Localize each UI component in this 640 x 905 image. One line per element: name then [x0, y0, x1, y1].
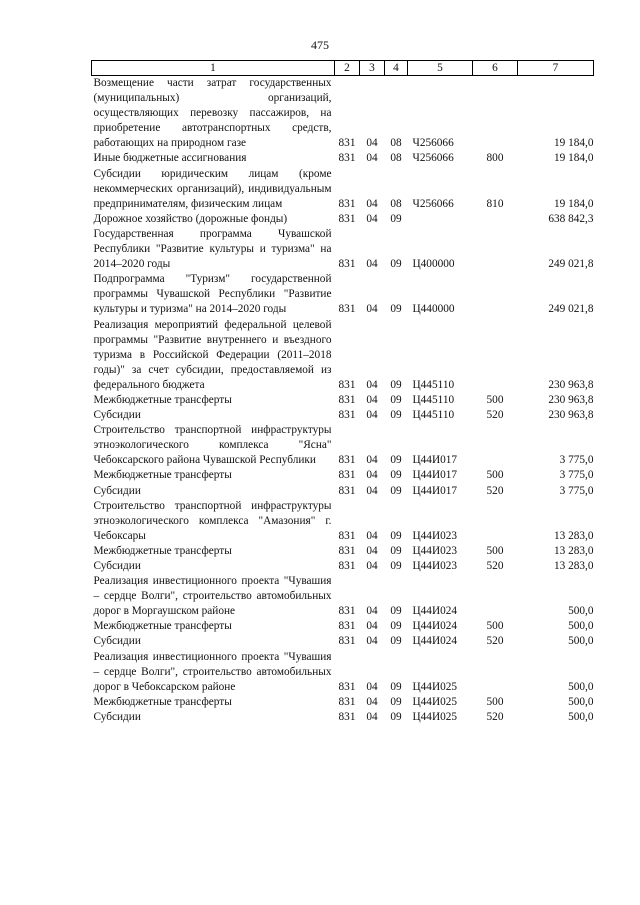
row-name: Дорожное хозяйство (дорожные фонды)	[93, 212, 288, 225]
row-admin-code: 831	[338, 303, 356, 316]
row-expense-type: 500	[486, 695, 504, 708]
table-row	[92, 151, 594, 166]
row-amount: 249 021,8	[548, 258, 594, 271]
row-target-article: Ц44И024	[412, 635, 458, 648]
row-amount: 13 283,0	[553, 560, 594, 572]
row-amount: 249 021,8	[548, 303, 594, 316]
row-name: Реализация инвестиционного проекта "Чувашия – сердце Волги", строительство автомобильных дорог в Моргаушском районе	[93, 575, 332, 618]
table-row	[92, 559, 594, 574]
row-expense-type	[473, 76, 518, 152]
row-name: Строительство транспортной инфраструктуры этноэкологического комплекса "Амазония" г. Чебоксары	[93, 499, 332, 542]
row-amount: 230 963,8	[548, 393, 594, 406]
table-row	[92, 408, 594, 423]
row-section: 04	[366, 484, 378, 497]
row-amount: 3 775,0	[559, 469, 594, 482]
row-expense-type	[473, 212, 518, 227]
row-subsection: 09	[390, 695, 402, 708]
row-amount: 500,0	[568, 710, 594, 723]
row-section: 04	[366, 544, 378, 557]
row-expense-type	[473, 650, 518, 695]
row-subsection: 09	[390, 469, 402, 482]
row-admin-code: 831	[338, 152, 356, 165]
row-subsection: 09	[390, 605, 402, 618]
row-subsection: 08	[390, 137, 402, 150]
row-expense-type: 800	[486, 152, 504, 165]
column-header: 3	[360, 61, 385, 76]
row-subsection: 09	[390, 680, 402, 693]
row-amount: 230 963,8	[548, 409, 594, 422]
row-admin-code: 831	[338, 409, 356, 422]
row-subsection: 09	[390, 529, 402, 542]
row-expense-type: 500	[486, 393, 504, 406]
row-target-article: Ц44И024	[412, 620, 458, 633]
row-expense-type	[473, 574, 518, 619]
row-section: 04	[366, 605, 378, 618]
row-amount: 3 775,0	[559, 454, 594, 467]
row-name: Межбюджетные трансферты	[93, 469, 232, 482]
row-target-article: Ц44И017	[412, 454, 458, 467]
row-name: Субсидии	[93, 560, 141, 572]
table-row	[92, 484, 594, 499]
row-expense-type	[473, 227, 518, 272]
row-expense-type	[473, 272, 518, 317]
row-target-article	[408, 212, 473, 227]
table-row	[92, 574, 594, 619]
row-admin-code: 831	[338, 378, 356, 391]
row-name: Строительство транспортной инфраструктуры этноэкологического комплекса "Ясна" Чебоксарского района Чувашской Республики	[93, 424, 332, 467]
row-admin-code: 831	[338, 469, 356, 482]
row-section: 04	[366, 469, 378, 482]
row-expense-type: 500	[486, 544, 504, 557]
row-subsection: 09	[390, 409, 402, 422]
row-expense-type: 520	[486, 560, 504, 572]
row-section: 04	[366, 409, 378, 422]
row-name: Реализация инвестиционного проекта "Чувашия – сердце Волги", строительство автомобильных дорог в Чебоксарском районе	[93, 650, 332, 693]
row-name: Подпрограмма "Туризм" государственной программы Чувашской Республики "Развитие культуры и туризма" на 2014–2020 годы	[93, 273, 332, 316]
row-expense-type	[473, 499, 518, 544]
row-admin-code: 831	[338, 212, 356, 225]
row-section: 04	[366, 197, 378, 210]
row-section: 04	[366, 152, 378, 165]
table-row	[92, 544, 594, 559]
table-row	[92, 499, 594, 544]
table-row	[92, 695, 594, 710]
row-target-article: Ц400000	[412, 258, 455, 271]
row-name: Субсидии юридическим лицам (кроме некоммерческих организаций), индивидуальным предпринимателям, физическим лицам	[93, 167, 332, 210]
row-admin-code: 831	[338, 560, 356, 572]
row-target-article: Ц445110	[412, 378, 455, 391]
row-section: 04	[366, 695, 378, 708]
row-expense-type	[473, 423, 518, 468]
row-admin-code: 831	[338, 710, 356, 723]
row-target-article: Ц44И025	[412, 695, 458, 708]
row-admin-code: 831	[338, 635, 356, 648]
row-subsection: 09	[390, 620, 402, 633]
row-amount: 500,0	[568, 605, 594, 618]
row-name: Субсидии	[93, 710, 141, 723]
row-amount: 19 184,0	[553, 152, 594, 165]
row-target-article: Ч256066	[412, 152, 454, 165]
row-subsection: 09	[390, 303, 402, 316]
row-amount: 3 775,0	[559, 484, 594, 497]
row-target-article: Ц440000	[412, 303, 455, 316]
row-name: Межбюджетные трансферты	[93, 544, 232, 557]
row-admin-code: 831	[338, 258, 356, 271]
row-amount: 500,0	[568, 680, 594, 693]
row-expense-type: 520	[486, 484, 504, 497]
row-section: 04	[366, 710, 378, 723]
row-subsection: 09	[390, 544, 402, 557]
page-number: 475	[311, 38, 329, 52]
row-admin-code: 831	[338, 137, 356, 150]
row-expense-type: 520	[486, 635, 504, 648]
row-amount: 500,0	[568, 695, 594, 708]
row-amount: 13 283,0	[553, 529, 594, 542]
row-admin-code: 831	[338, 197, 356, 210]
row-target-article: Ц44И025	[412, 680, 458, 693]
row-section: 04	[366, 680, 378, 693]
row-section: 04	[366, 378, 378, 391]
table-row	[92, 710, 594, 725]
row-section: 04	[366, 529, 378, 542]
row-target-article: Ц445110	[412, 409, 455, 422]
table-row	[92, 212, 594, 227]
row-subsection: 09	[390, 484, 402, 497]
row-target-article: Ц44И023	[412, 529, 458, 542]
row-amount: 638 842,3	[548, 212, 594, 225]
row-admin-code: 831	[338, 529, 356, 542]
table-row	[92, 468, 594, 483]
row-admin-code: 831	[338, 484, 356, 497]
row-subsection: 09	[390, 635, 402, 648]
row-expense-type	[473, 318, 518, 393]
row-target-article: Ц44И023	[412, 560, 458, 572]
row-section: 04	[366, 137, 378, 150]
row-section: 04	[366, 620, 378, 633]
table-row	[92, 393, 594, 408]
row-admin-code: 831	[338, 393, 356, 406]
column-header: 4	[385, 61, 408, 76]
row-name: Возмещение части затрат государственных (муниципальных) организаций, осуществляющих перевозку пассажиров, на приобретение автотранспортных средств, работающих на природном газе	[93, 77, 332, 150]
row-subsection: 09	[390, 212, 402, 225]
row-expense-type: 520	[486, 409, 504, 422]
row-subsection: 09	[390, 454, 402, 467]
table-row	[92, 227, 594, 272]
row-amount: 230 963,8	[548, 378, 594, 391]
row-name: Субсидии	[93, 409, 141, 422]
table-row	[92, 167, 594, 212]
row-subsection: 09	[390, 560, 402, 572]
row-section: 04	[366, 393, 378, 406]
row-target-article: Ц44И017	[412, 484, 458, 497]
row-amount: 13 283,0	[553, 544, 594, 557]
row-expense-type: 500	[486, 620, 504, 633]
row-section: 04	[366, 258, 378, 271]
row-target-article: Ц44И024	[412, 605, 458, 618]
row-admin-code: 831	[338, 454, 356, 467]
row-name: Иные бюджетные ассигнования	[93, 152, 247, 165]
row-section: 04	[366, 560, 378, 572]
row-name: Межбюджетные трансферты	[93, 695, 232, 708]
row-target-article: Ц44И025	[412, 710, 458, 723]
row-target-article: Ч256066	[412, 137, 454, 150]
column-header: 2	[335, 61, 360, 76]
row-admin-code: 831	[338, 544, 356, 557]
row-subsection: 09	[390, 393, 402, 406]
budget-table	[91, 60, 594, 725]
row-subsection: 09	[390, 710, 402, 723]
row-section: 04	[366, 454, 378, 467]
row-subsection: 09	[390, 258, 402, 271]
table-row	[92, 272, 594, 317]
row-expense-type: 520	[486, 710, 504, 723]
row-name: Субсидии	[93, 484, 141, 497]
row-name: Государственная программа Чувашской Республики "Развитие культуры и туризма" на 2014–2020 годы	[93, 227, 332, 271]
row-subsection: 08	[390, 152, 402, 165]
table-row	[92, 423, 594, 468]
row-name: Межбюджетные трансферты	[93, 393, 232, 406]
row-amount: 19 184,0	[553, 197, 594, 210]
row-amount: 19 184,0	[553, 137, 594, 150]
table-row	[92, 318, 594, 393]
column-header: 6	[473, 61, 518, 76]
row-target-article: Ц44И017	[412, 469, 458, 482]
row-admin-code: 831	[338, 695, 356, 708]
row-admin-code: 831	[338, 680, 356, 693]
row-target-article: Ц44И023	[412, 544, 458, 557]
row-name: Субсидии	[93, 635, 141, 648]
table-row	[92, 619, 594, 634]
column-header: 7	[518, 61, 594, 76]
table-row	[92, 634, 594, 649]
column-header: 1	[92, 61, 335, 76]
row-amount: 500,0	[568, 620, 594, 633]
row-admin-code: 831	[338, 620, 356, 633]
row-section: 04	[366, 635, 378, 648]
row-subsection: 08	[390, 197, 402, 210]
row-expense-type: 810	[486, 197, 504, 210]
row-target-article: Ч256066	[412, 197, 454, 210]
row-section: 04	[366, 212, 378, 225]
row-name: Межбюджетные трансферты	[93, 620, 232, 633]
column-header: 5	[408, 61, 473, 76]
row-admin-code: 831	[338, 605, 356, 618]
table-row	[92, 76, 594, 152]
row-expense-type: 500	[486, 469, 504, 482]
row-section: 04	[366, 303, 378, 316]
row-amount: 500,0	[568, 635, 594, 648]
row-name: Реализация мероприятий федеральной целевой программы "Развитие внутреннего и въездного туризма в Российской Федерации (2011–2018 годы)" за счет субсидии, предоставляемой из федерального бюджета	[93, 318, 332, 391]
row-subsection: 09	[390, 378, 402, 391]
row-target-article: Ц445110	[412, 393, 455, 406]
header-row	[92, 61, 594, 76]
table-row	[92, 650, 594, 695]
